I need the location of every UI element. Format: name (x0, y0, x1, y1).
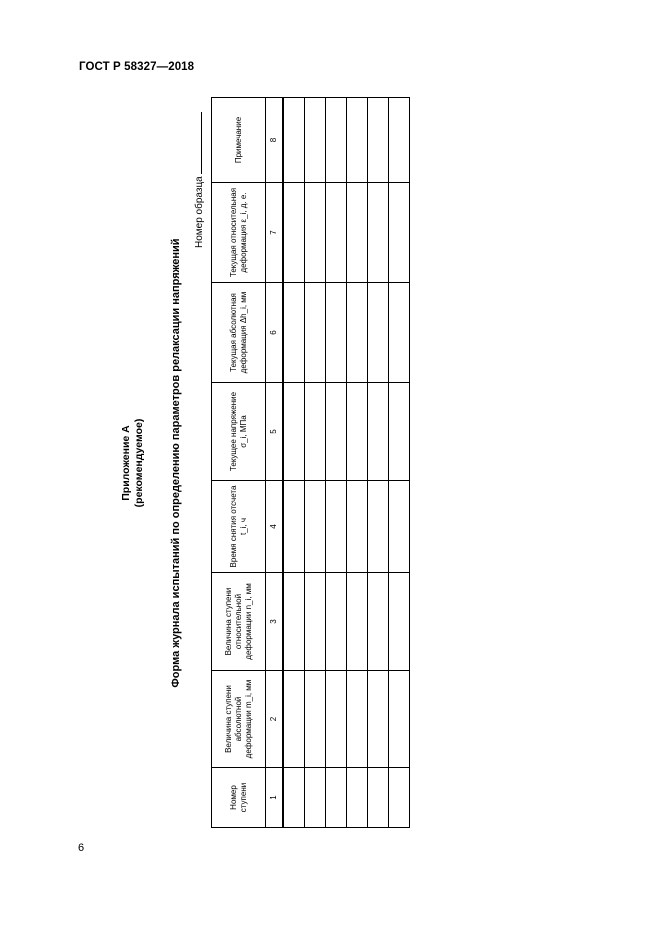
column-number: 1 (266, 768, 284, 828)
table-cell (283, 98, 305, 183)
form-title: Форма журнала испытаний по определению параметров релаксации напряжений (170, 238, 182, 688)
column-header: Величина ступени относительной деформации n_i, мм (212, 573, 266, 671)
table-cell (347, 283, 368, 383)
column-number-row (266, 98, 284, 828)
column-number: 8 (266, 98, 284, 183)
table-cell (326, 98, 347, 183)
table-cell (305, 98, 326, 183)
table-cell (283, 573, 305, 671)
table-cell (305, 768, 326, 828)
table-row (347, 98, 368, 828)
table-cell (326, 671, 347, 768)
table-row (326, 98, 347, 828)
column-header: Время снятия отсчета t_i, ч (212, 481, 266, 573)
column-header: Примечание (212, 98, 266, 183)
table-cell (368, 383, 389, 481)
appendix-subtitle: (рекомендуемое) (133, 418, 145, 508)
column-number: 3 (266, 573, 284, 671)
table-cell (283, 768, 305, 828)
table-cell (368, 98, 389, 183)
column-header: Текущее напряжение σ_i, МПа (212, 383, 266, 481)
rotated-page-content (98, 78, 418, 848)
sample-number-blank-line (201, 112, 202, 174)
column-header: Номер ступени (212, 768, 266, 828)
table-cell (368, 768, 389, 828)
column-header: Текущая относительная деформация ε_i, д. е. (212, 183, 266, 283)
column-number: 5 (266, 383, 284, 481)
table-cell (305, 573, 326, 671)
page-number: 6 (78, 842, 85, 854)
column-header: Текущая абсолютная деформация Δh_i, мм (212, 283, 266, 383)
appendix-heading (120, 78, 146, 848)
table-cell (389, 98, 410, 183)
table-cell (347, 383, 368, 481)
table-cell (305, 671, 326, 768)
column-number: 6 (266, 283, 284, 383)
table-cell (347, 671, 368, 768)
column-number: 7 (266, 183, 284, 283)
table-cell (389, 671, 410, 768)
table-cell (283, 183, 305, 283)
table-cell (389, 573, 410, 671)
table-cell (305, 481, 326, 573)
table-cell (368, 283, 389, 383)
table-row (305, 98, 326, 828)
test-journal-table (211, 97, 410, 828)
table-row (368, 98, 389, 828)
table-cell (326, 573, 347, 671)
column-header: Величина ступени абсолютной деформации m_i, мм (212, 671, 266, 768)
table-cell (347, 481, 368, 573)
table-header-row (212, 98, 266, 828)
table-cell (368, 573, 389, 671)
table-cell (283, 383, 305, 481)
table-cell (347, 573, 368, 671)
table-cell (326, 481, 347, 573)
table-cell (389, 481, 410, 573)
table-row (389, 98, 410, 828)
table-cell (368, 481, 389, 573)
appendix-title: Приложение А (120, 425, 132, 501)
table-cell (305, 383, 326, 481)
table-cell (283, 283, 305, 383)
table-row (283, 98, 305, 828)
table-cell (389, 383, 410, 481)
table-cell (326, 383, 347, 481)
document-id: ГОСТ Р 58327—2018 (79, 61, 195, 73)
table-cell (389, 183, 410, 283)
table-cell (389, 283, 410, 383)
table-cell (368, 671, 389, 768)
sample-number-label: Номер образца (194, 176, 205, 248)
sample-number-field (194, 98, 205, 248)
table-cell (305, 183, 326, 283)
table-cell (283, 481, 305, 573)
table-cell (389, 768, 410, 828)
table-cell (326, 768, 347, 828)
table-cell (283, 671, 305, 768)
table-cell (305, 283, 326, 383)
table-cell (347, 183, 368, 283)
column-number: 2 (266, 671, 284, 768)
table-cell (326, 183, 347, 283)
table-cell (347, 768, 368, 828)
table-cell (347, 98, 368, 183)
table-cell (368, 183, 389, 283)
table-cell (326, 283, 347, 383)
column-number: 4 (266, 481, 284, 573)
